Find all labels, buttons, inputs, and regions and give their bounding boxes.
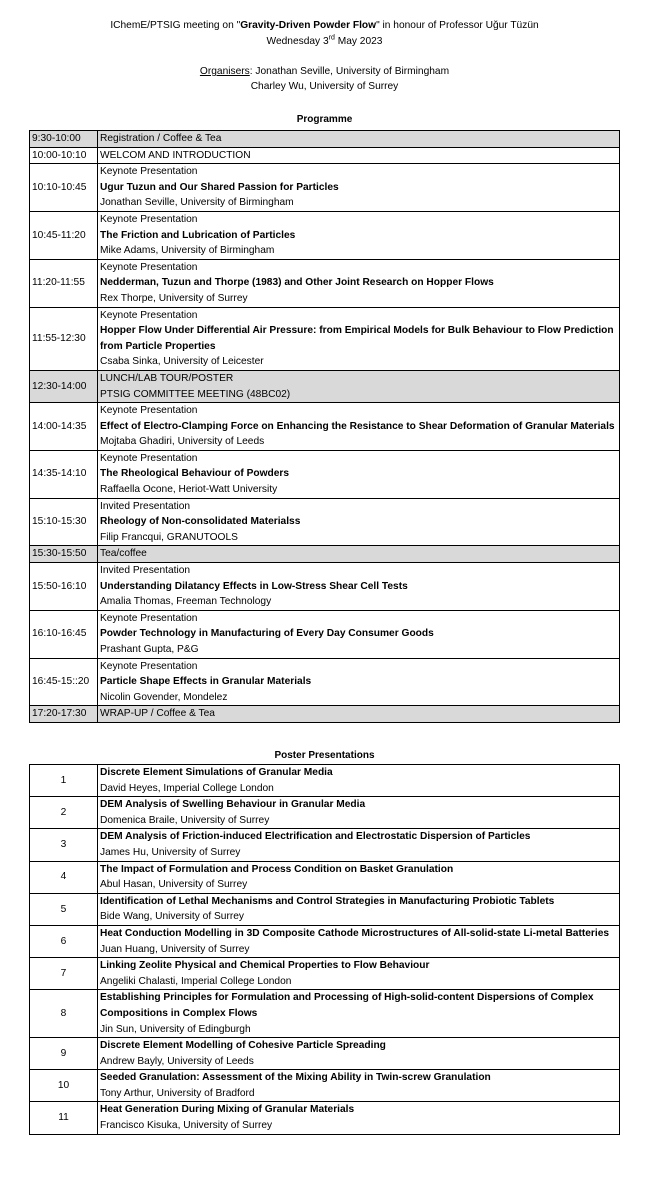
poster-details	[98, 925, 620, 957]
session-line: Raffaella Ocone, Heriot-Watt University	[100, 484, 278, 496]
poster-number: 3	[30, 829, 98, 861]
session-line: Invited Presentation	[100, 500, 191, 512]
session-details	[98, 307, 620, 370]
session-title: Hopper Flow Under Differential Air Pressure: from Empirical Models for Bulk Behaviour to Flow Prediction from Particle Properties	[100, 325, 614, 352]
organisers-line-2: Charley Wu, University of Surrey	[250, 81, 399, 92]
session-line: Invited Presentation	[100, 565, 191, 577]
session-title: Effect of Electro-Clamping Force on Enhancing the Resistance to Shear Deformation of Granular Materials	[100, 420, 615, 432]
poster-author: James Hu, University of Surrey	[100, 846, 241, 858]
programme-row	[30, 563, 620, 611]
session-title: Powder Technology in Manufacturing of Every Day Consumer Goods	[100, 628, 434, 640]
session-line: Keynote Presentation	[100, 166, 198, 178]
session-line: Rex Thorpe, University of Surrey	[100, 292, 248, 304]
session-details	[98, 706, 620, 723]
poster-number: 6	[30, 925, 98, 957]
poster-details	[98, 958, 620, 990]
poster-details	[98, 797, 620, 829]
session-details	[98, 658, 620, 706]
poster-title: DEM Analysis of Swelling Behaviour in Granular Media	[100, 799, 366, 811]
session-line: Keynote Presentation	[100, 309, 198, 321]
session-line: WRAP-UP / Coffee & Tea	[100, 708, 215, 720]
session-line: Keynote Presentation	[100, 612, 198, 624]
poster-row	[30, 925, 620, 957]
session-line: Keynote Presentation	[100, 452, 198, 464]
session-title: The Friction and Lubrication of Particles	[100, 229, 296, 241]
session-time: 15:10-15:30	[30, 498, 98, 546]
poster-row	[30, 990, 620, 1038]
session-time: 15:50-16:10	[30, 563, 98, 611]
session-title: Understanding Dilatancy Effects in Low-Stress Shear Cell Tests	[100, 580, 408, 592]
session-details	[98, 403, 620, 451]
poster-title: The Impact of Formulation and Process Condition on Basket Granulation	[100, 863, 454, 875]
session-title: Nedderman, Tuzun and Thorpe (1983) and Other Joint Research on Hopper Flows	[100, 277, 494, 289]
session-time: 14:00-14:35	[30, 403, 98, 451]
poster-details	[98, 893, 620, 925]
programme-row	[30, 658, 620, 706]
session-line: Nicolin Govender, Mondelez	[100, 691, 228, 703]
poster-author: Bide Wang, University of Surrey	[100, 911, 244, 923]
programme-row	[30, 307, 620, 370]
poster-title: Heat Generation During Mixing of Granular Materials	[100, 1104, 355, 1116]
poster-title: Identification of Lethal Mechanisms and Control Strategies in Manufacturing Probiotic Tablets	[100, 895, 555, 907]
poster-title: DEM Analysis of Friction-induced Electrification and Electrostatic Dispersion of Particles	[100, 831, 531, 843]
programme-row	[30, 498, 620, 546]
session-line: Mojtaba Ghadiri, University of Leeds	[100, 436, 265, 448]
session-line: Csaba Sinka, University of Leicester	[100, 356, 264, 368]
meeting-topic: Gravity-Driven Powder Flow	[240, 20, 377, 31]
session-title: Particle Shape Effects in Granular Materials	[100, 676, 312, 688]
poster-details	[98, 1070, 620, 1102]
poster-details	[98, 861, 620, 893]
programme-row	[30, 546, 620, 563]
poster-author: Domenica Braile, University of Surrey	[100, 814, 270, 826]
programme-row	[30, 610, 620, 658]
programme-row	[30, 370, 620, 402]
poster-details	[98, 1038, 620, 1070]
session-line: WELCOM AND INTRODUCTION	[100, 149, 251, 161]
session-time: 10:45-11:20	[30, 211, 98, 259]
poster-row	[30, 829, 620, 861]
session-details	[98, 164, 620, 212]
poster-author: Francisco Kisuka, University of Surrey	[100, 1120, 273, 1132]
session-details	[98, 498, 620, 546]
session-time: 10:10-10:45	[30, 164, 98, 212]
programme-row	[30, 131, 620, 148]
poster-author: Juan Huang, University of Surrey	[100, 943, 250, 955]
session-time: 17:20-17:30	[30, 706, 98, 723]
poster-author: David Heyes, Imperial College London	[100, 782, 274, 794]
poster-number: 7	[30, 958, 98, 990]
poster-row	[30, 1070, 620, 1102]
poster-row	[30, 1102, 620, 1134]
organisers-label: Organisers	[199, 66, 250, 77]
session-line: Prashant Gupta, P&G	[100, 644, 199, 655]
poster-row	[30, 765, 620, 797]
poster-heading: Poster Presentations	[274, 750, 375, 761]
session-line: Keynote Presentation	[100, 261, 198, 273]
session-time: 14:35-14:10	[30, 450, 98, 498]
session-details	[98, 610, 620, 658]
session-time: 12:30-14:00	[30, 370, 98, 402]
poster-row	[30, 1038, 620, 1070]
programme-row	[30, 403, 620, 451]
session-details	[98, 546, 620, 563]
poster-number: 2	[30, 797, 98, 829]
programme-row	[30, 147, 620, 164]
poster-number: 1	[30, 765, 98, 797]
poster-author: Abul Hasan, University of Surrey	[100, 879, 248, 891]
session-line: PTSIG COMMITTEE MEETING (48BC02)	[100, 388, 291, 400]
session-details	[98, 450, 620, 498]
poster-details	[98, 1102, 620, 1134]
session-details	[98, 370, 620, 402]
poster-number: 10	[30, 1070, 98, 1102]
session-line: Tea/coffee	[100, 548, 147, 560]
poster-row	[30, 797, 620, 829]
poster-table	[29, 764, 620, 1135]
poster-title: Linking Zeolite Physical and Chemical Properties to Flow Behaviour	[100, 960, 430, 972]
session-time: 9:30-10:00	[30, 131, 98, 148]
poster-row	[30, 958, 620, 990]
session-line: Registration / Coffee & Tea	[100, 133, 222, 144]
session-line: Mike Adams, University of Birmingham	[100, 245, 275, 257]
session-line: Keynote Presentation	[100, 660, 198, 672]
session-time: 10:00-10:10	[30, 147, 98, 164]
session-line: Keynote Presentation	[100, 213, 198, 225]
poster-row	[30, 861, 620, 893]
session-title: Ugur Tuzun and Our Shared Passion for Particles	[100, 181, 339, 193]
poster-author: Andrew Bayly, University of Leeds	[100, 1055, 254, 1067]
session-time: 16:45-15::20	[30, 658, 98, 706]
poster-number: 9	[30, 1038, 98, 1070]
meeting-date: Wednesday 3rd May 2023	[266, 34, 383, 47]
session-title: Rheology of Non-consolidated Materialss	[100, 516, 301, 528]
session-details	[98, 259, 620, 307]
poster-details	[98, 829, 620, 861]
session-details	[98, 131, 620, 148]
programme-row	[30, 259, 620, 307]
session-line: Amalia Thomas, Freeman Technology	[100, 596, 272, 608]
meeting-title: IChemE/PTSIG meeting on "Gravity-Driven Powder Flow" in honour of Professor Uğur Tüzün	[110, 20, 539, 31]
programme-row	[30, 450, 620, 498]
programme-heading: Programme	[296, 114, 353, 125]
poster-number: 8	[30, 990, 98, 1038]
poster-title: Heat Conduction Modelling in 3D Composite Cathode Microstructures of All-solid-state Li-metal Batteries	[100, 927, 610, 939]
poster-title: Establishing Principles for Formulation and Processing of High-solid-content Dispersions of Complex Compositions in Complex Flows	[100, 992, 594, 1019]
poster-number: 5	[30, 893, 98, 925]
poster-title: Discrete Element Simulations of Granular Media	[100, 767, 333, 778]
session-time: 11:55-12:30	[30, 307, 98, 370]
session-line: LUNCH/LAB TOUR/POSTER	[100, 372, 234, 384]
poster-title: Seeded Granulation: Assessment of the Mixing Ability in Twin-screw Granulation	[100, 1072, 491, 1084]
poster-title: Discrete Element Modelling of Cohesive Particle Spreading	[100, 1040, 386, 1052]
poster-author: Angeliki Chalasti, Imperial College London	[100, 975, 292, 987]
poster-author: Tony Arthur, University of Bradford	[100, 1087, 255, 1099]
poster-author: Jin Sun, University of Edingburgh	[100, 1023, 251, 1035]
session-details	[98, 563, 620, 611]
poster-number: 4	[30, 861, 98, 893]
organisers-line-1: Organisers: Jonathan Seville, University of Birmingham	[199, 66, 450, 77]
programme-table	[29, 130, 620, 723]
session-details	[98, 147, 620, 164]
poster-number: 11	[30, 1102, 98, 1134]
session-time: 16:10-16:45	[30, 610, 98, 658]
session-line: Keynote Presentation	[100, 405, 198, 417]
session-title: The Rheological Behaviour of Powders	[100, 468, 290, 480]
session-line: Filip Francqui, GRANUTOOLS	[100, 531, 238, 543]
programme-row	[30, 164, 620, 212]
session-time: 15:30-15:50	[30, 546, 98, 563]
poster-row	[30, 893, 620, 925]
session-line: Jonathan Seville, University of Birmingham	[100, 197, 294, 209]
programme-row	[30, 706, 620, 723]
session-details	[98, 211, 620, 259]
session-time: 11:20-11:55	[30, 259, 98, 307]
programme-row	[30, 211, 620, 259]
poster-details	[98, 990, 620, 1038]
poster-details	[98, 765, 620, 797]
